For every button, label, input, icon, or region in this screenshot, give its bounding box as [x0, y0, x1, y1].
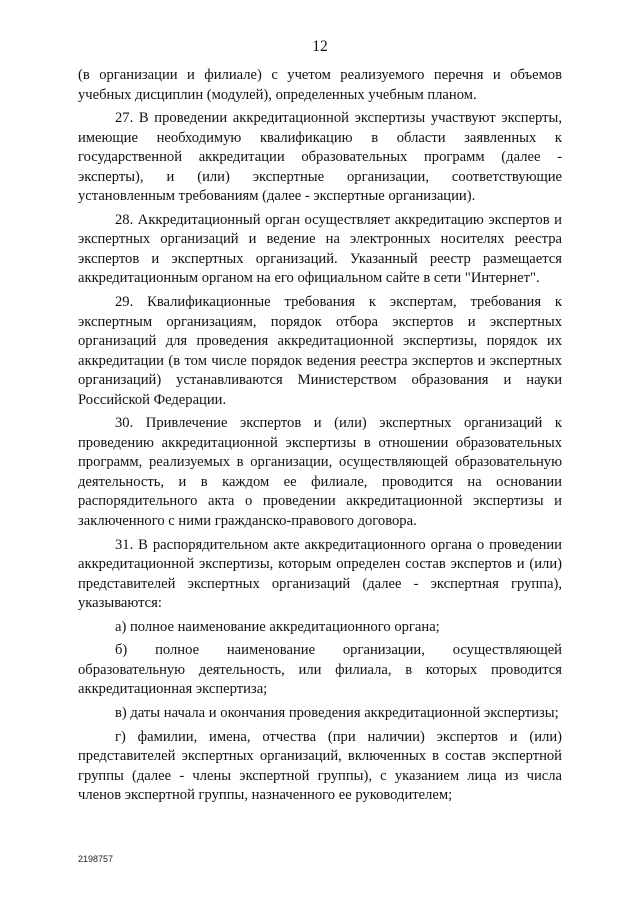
list-item-a: а) полное наименование аккредитационного органа;: [115, 618, 440, 635]
document-body: [78, 66, 562, 810]
paragraph-28: 28. Аккредитационный орган осуществляет аккредитацию экспертов и экспертных организаций и ведение на электронных носителях реестра экспертов и экспертных организаций. Указанный реестр размещается аккредитационным органом на его официальном сайте в сети "Интернет".: [78, 211, 562, 287]
list-item-g: г) фамилии, имена, отчества (при наличии) экспертов и (или) представителей экспертных организаций, включенных в состав экспертной группы (далее - члены экспертной группы), с указанием лица из числа членов экспертной группы, назначенного ее руководителем;: [78, 728, 562, 804]
paragraph-30: 30. Привлечение экспертов и (или) экспертных организаций к проведению аккредитационной экспертизы в отношении образовательных программ, реализуемых в организации, осуществляющей образовательную деятельность, и в каждом ее филиале, проводится на основании распорядительного акта о проведении аккредитационной экспертизы и заключенного с ними гражданско-правового договора.: [78, 415, 562, 530]
list-item-v: в) даты начала и окончания проведения аккредитационной экспертизы;: [115, 704, 559, 721]
page-number: 12: [312, 38, 328, 55]
paragraph-continuation: (в организации и филиале) с учетом реализуемого перечня и объемов учебных дисциплин (модулей), определенных учебным планом.: [78, 67, 562, 103]
paragraph-27: 27. В проведении аккредитационной экспертизы участвуют эксперты, имеющие необходимую квалификацию в области заявленных к государственной аккредитации образовательных программ (далее - эксперты), и (или) экспертные организации, соответствующие установленным требованиям (далее - экспертные организации).: [78, 110, 562, 205]
document-id: 2198757: [78, 854, 114, 864]
paragraph-29: 29. Квалификационные требования к экспертам, требования к экспертным организациям, порядок отбора экспертов и экспертных организаций для проведения аккредитационной экспертизы, порядок их аккредитации (в том числе порядок ведения реестра экспертов и экспертных организаций) устанавливаются Министерством образования и науки Российской Федерации.: [78, 294, 562, 408]
list-item-b: б) полное наименование организации, осуществляющей образовательную деятельность, или филиала, в которых проводится аккредитационная экспертиза;: [78, 642, 562, 698]
paragraph-31: 31. В распорядительном акте аккредитационного органа о проведении аккредитационной экспертизы, которым определен состав экспертов и (или) представителей экспертных организаций (далее - экспертная группа), указываются:: [78, 536, 562, 612]
